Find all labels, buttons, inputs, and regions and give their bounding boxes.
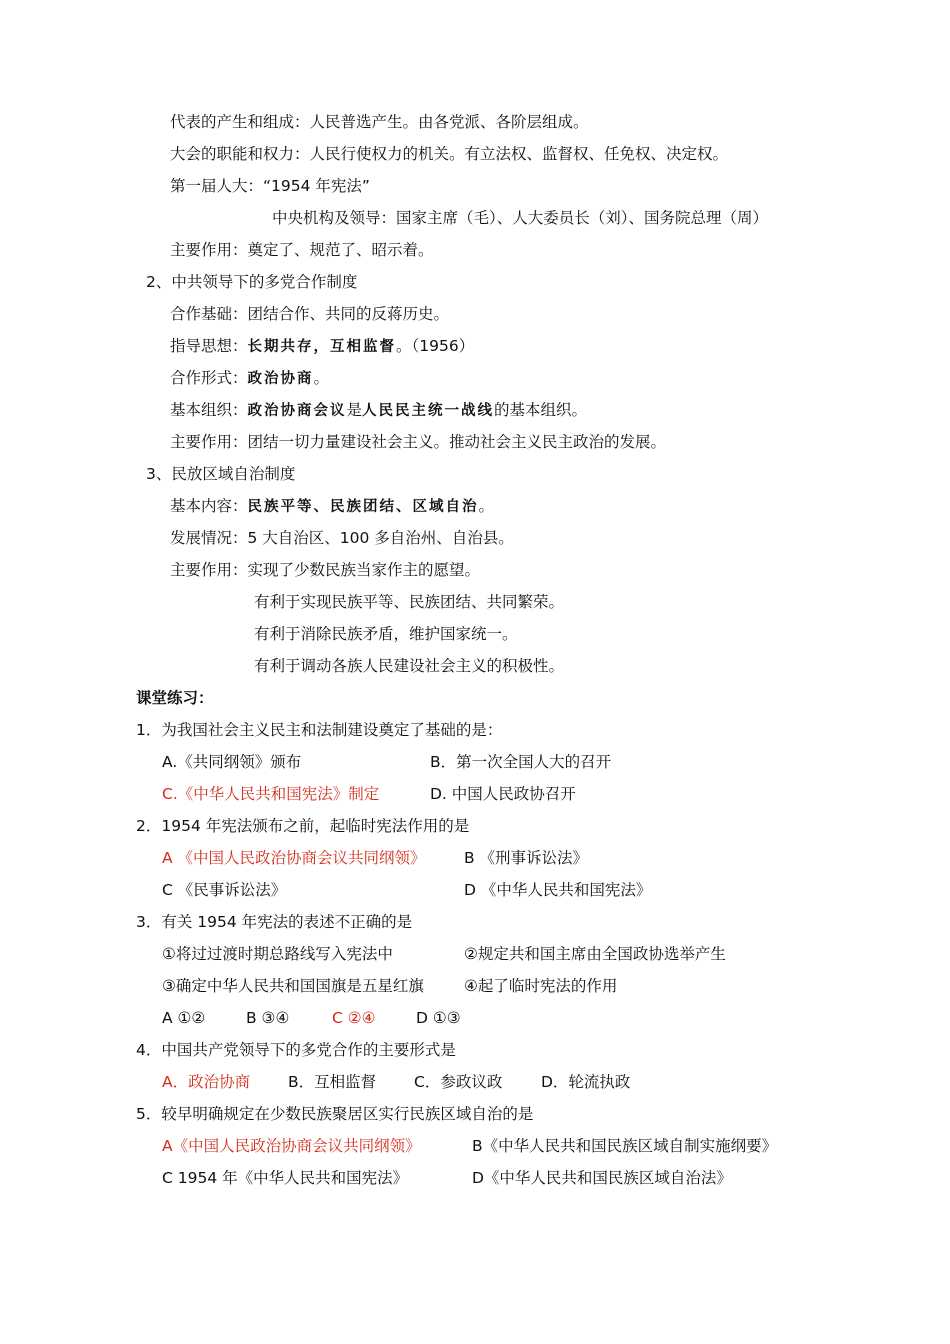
label: 基本内容： xyxy=(170,497,248,515)
emphasis-text: 民族平等、民族团结、区域自治 xyxy=(247,498,479,515)
question-4-stem: 4．中国共产党领导下的多党合作的主要形式是 xyxy=(136,1041,456,1059)
note-representatives: 代表的产生和组成：人民普选产生。由各党派、各阶层组成。 xyxy=(170,113,589,131)
q3-statement-2: ②规定共和国主席由全国政协选举产生 xyxy=(464,945,726,963)
exercise-heading: 课堂练习： xyxy=(136,689,214,707)
note-basic-organization xyxy=(170,400,587,421)
q4-option-d: D．轮流执政 xyxy=(541,1073,631,1091)
q3-option-b: B ③④ xyxy=(246,1009,290,1027)
question-2-stem: 2．1954 年宪法颁布之前，起临时宪法作用的是 xyxy=(136,817,470,835)
q2-option-a-answer: A 《中国人民政治协商会议共同纲领》 xyxy=(162,849,426,867)
q5-option-b: B《中华人民共和国民族区域自制实施纲要》 xyxy=(472,1137,778,1155)
q3-option-a: A ①② xyxy=(162,1009,206,1027)
q1-option-d: D. 中国人民政协召开 xyxy=(430,785,576,803)
q1-option-b: B．第一次全国人大的召开 xyxy=(430,753,612,771)
suffix: 的基本组织。 xyxy=(494,401,588,419)
note-multiparty-role: 主要作用：团结一切力量建设社会主义。推动社会主义民主政治的发展。 xyxy=(170,433,667,451)
q1-option-c-answer: C.《中华人民共和国宪法》制定 xyxy=(162,785,380,803)
note-cooperation-basis: 合作基础：团结合作、共同的反蒋历史。 xyxy=(170,305,450,323)
emphasis-text: 政治协商 xyxy=(247,370,314,387)
q4-option-b: B．互相监督 xyxy=(288,1073,377,1091)
section-heading-multiparty: 2、中共领导下的多党合作制度 xyxy=(146,273,358,291)
note-congress-powers: 大会的职能和权力：人民行使权力的机关。有立法权、监督权、任免权、决定权。 xyxy=(170,145,729,163)
note-autonomy-role: 主要作用：实现了少数民族当家作主的愿望。 xyxy=(170,561,481,579)
suffix: 。（1956） xyxy=(396,337,475,355)
emphasis-text: 人民民主统一战线 xyxy=(362,402,495,419)
q4-option-c: C．参政议政 xyxy=(414,1073,503,1091)
q5-option-a-answer: A《中国人民政治协商会议共同纲领》 xyxy=(162,1137,421,1155)
question-5-stem: 5．较早明确规定在少数民族聚居区实行民族区域自治的是 xyxy=(136,1105,534,1123)
suffix: 。 xyxy=(478,497,495,515)
label: 基本组织： xyxy=(170,401,248,419)
note-cooperation-form xyxy=(170,368,329,389)
q3-option-d: D ①③ xyxy=(416,1009,461,1027)
q1-option-a: A.《共同纲领》颁布 xyxy=(162,753,302,771)
question-1-stem: 1．为我国社会主义民主和法制建设奠定了基础的是： xyxy=(136,721,503,739)
question-3-stem: 3．有关 1954 年宪法的表述不正确的是 xyxy=(136,913,413,931)
emphasis-text: 政治协商会议 xyxy=(247,402,347,419)
label: 指导思想： xyxy=(170,337,248,355)
q3-statement-3: ③确定中华人民共和国国旗是五星红旗 xyxy=(162,977,424,995)
q5-option-d: D《中华人民共和国民族区域自治法》 xyxy=(472,1169,732,1187)
note-first-npc: 第一届人大：“1954 年宪法” xyxy=(170,177,370,195)
q2-option-d: D 《中华人民共和国宪法》 xyxy=(464,881,652,899)
note-benefit-1: 有利于实现民族平等、民族团结、共同繁荣。 xyxy=(254,593,565,611)
q4-option-a-answer: A．政治协商 xyxy=(162,1073,251,1091)
note-benefit-2: 有利于消除民族矛盾，维护国家统一。 xyxy=(254,625,518,643)
emphasis-text: 长期共存，互相监督 xyxy=(247,338,397,355)
q3-option-c-answer: C ②④ xyxy=(332,1009,376,1027)
label: 合作形式： xyxy=(170,369,248,387)
q3-statement-1: ①将过过渡时期总路线写入宪法中 xyxy=(162,945,393,963)
note-main-role: 主要作用：奠定了、规范了、昭示着。 xyxy=(170,241,434,259)
suffix: 。 xyxy=(313,369,330,387)
q2-option-c: C 《民事诉讼法》 xyxy=(162,881,287,899)
note-basic-content xyxy=(170,496,494,517)
q3-statement-4: ④起了临时宪法的作用 xyxy=(464,977,618,995)
section-heading-autonomy: 3、民放区域自治制度 xyxy=(146,465,296,483)
note-central-leaders: 中央机构及领导：国家主席（毛）、人大委员长（刘）、国务院总理（周） xyxy=(272,209,769,227)
note-development: 发展情况：5 大自治区、100 多自治州、自治县。 xyxy=(170,529,514,547)
note-benefit-3: 有利于调动各族人民建设社会主义的积极性。 xyxy=(254,657,565,675)
connector: 是 xyxy=(346,401,363,419)
q2-option-b: B 《刑事诉讼法》 xyxy=(464,849,589,867)
note-guiding-ideology xyxy=(170,336,474,357)
q5-option-c: C 1954 年《中华人民共和国宪法》 xyxy=(162,1169,409,1187)
